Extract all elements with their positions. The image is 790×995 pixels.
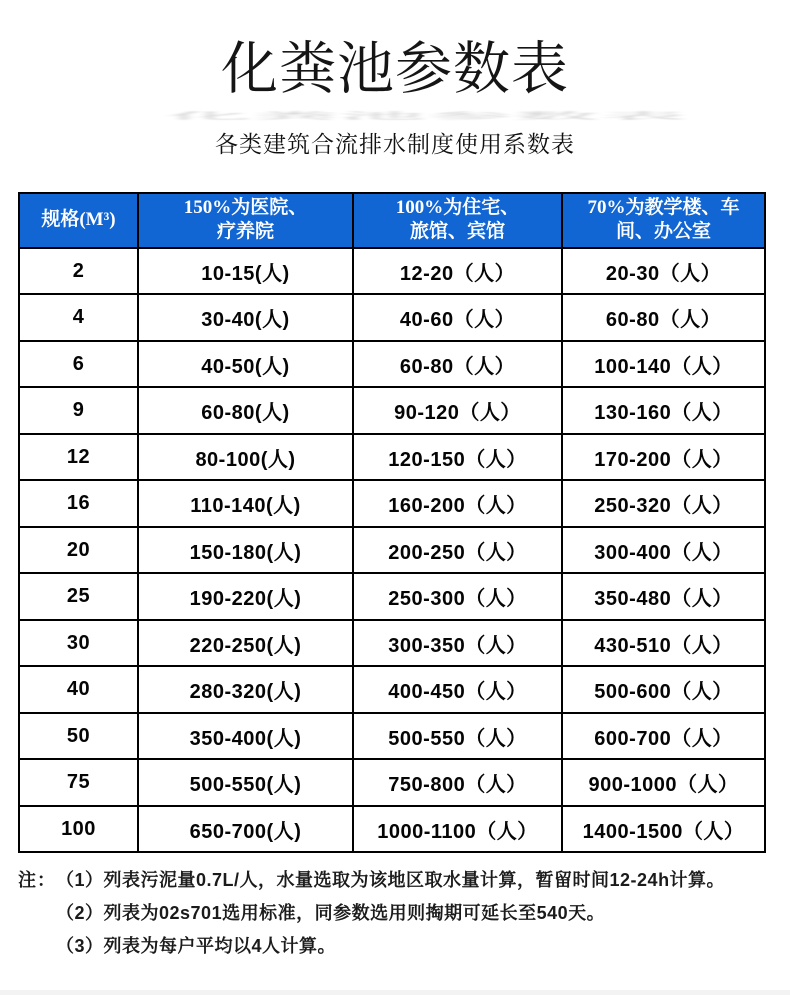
cell-70: 600-700（人） — [562, 713, 765, 760]
cell-100: 400-450（人） — [353, 666, 562, 713]
cell-70: 100-140（人） — [562, 341, 765, 388]
cell-150: 350-400(人) — [138, 713, 353, 760]
cell-150: 650-700(人) — [138, 806, 353, 853]
table-row — [19, 341, 765, 388]
cell-size: 75 — [19, 759, 138, 806]
cell-100: 1000-1100（人） — [353, 806, 562, 853]
cell-70: 170-200（人） — [562, 434, 765, 481]
notes-section — [18, 868, 790, 967]
column-header-size-label: 规格(M³) — [41, 208, 116, 230]
table-row — [19, 248, 765, 295]
cell-size: 40 — [19, 666, 138, 713]
cell-150: 40-50(人) — [138, 341, 353, 388]
cell-150: 80-100(人) — [138, 434, 353, 481]
cell-size: 12 — [19, 434, 138, 481]
cell-70: 430-510（人） — [562, 620, 765, 667]
cell-100: 750-800（人） — [353, 759, 562, 806]
cell-70: 350-480（人） — [562, 573, 765, 620]
cell-100: 40-60（人） — [353, 294, 562, 341]
cell-size: 2 — [19, 248, 138, 295]
column-header-100-residence: 100%为住宅、 旅馆、宾馆 — [353, 193, 562, 248]
cell-150: 30-40(人) — [138, 294, 353, 341]
cell-150: 280-320(人) — [138, 666, 353, 713]
page-subtitle: 各类建筑合流排水制度使用系数表 — [215, 130, 575, 157]
cell-size: 30 — [19, 620, 138, 667]
cell-150: 190-220(人) — [138, 573, 353, 620]
document-header — [0, 0, 790, 159]
cell-100: 120-150（人） — [353, 434, 562, 481]
cell-70: 500-600（人） — [562, 666, 765, 713]
cell-70: 130-160（人） — [562, 387, 765, 434]
column-header-150-hospital: 150%为医院、 疗养院 — [138, 193, 353, 248]
table-row — [19, 527, 765, 574]
note-item-2: （2）列表为02s701选用标准，同参数选用则掏期可延长至540天。 — [56, 903, 606, 924]
cell-size: 50 — [19, 713, 138, 760]
table-row — [19, 806, 765, 853]
cell-100: 250-300（人） — [353, 573, 562, 620]
column-header-70-school: 70%为教学楼、车 间、办公室 — [562, 193, 765, 248]
cell-size: 100 — [19, 806, 138, 853]
cell-size: 25 — [19, 573, 138, 620]
notes-label: 注： — [18, 870, 56, 891]
title-shadow: 化粪池参数表 — [165, 110, 688, 121]
septic-tank-parameter-table — [18, 192, 766, 854]
cell-100: 60-80（人） — [353, 341, 562, 388]
cell-70: 1400-1500（人） — [562, 806, 765, 853]
cell-100: 90-120（人） — [353, 387, 562, 434]
cell-150: 220-250(人) — [138, 620, 353, 667]
cell-150: 10-15(人) — [138, 248, 353, 295]
cell-size: 4 — [19, 294, 138, 341]
table-row — [19, 573, 765, 620]
table-row — [19, 294, 765, 341]
table-row — [19, 434, 765, 481]
cell-150: 500-550(人) — [138, 759, 353, 806]
cell-size: 16 — [19, 480, 138, 527]
cell-150: 110-140(人) — [138, 480, 353, 527]
bottom-edge-strip — [0, 990, 790, 995]
notes-list — [56, 868, 790, 967]
note-item-3: （3）列表为每户平均以4人计算。 — [56, 936, 337, 957]
cell-70: 60-80（人） — [562, 294, 765, 341]
cell-size: 20 — [19, 527, 138, 574]
table-row — [19, 480, 765, 527]
cell-100: 200-250（人） — [353, 527, 562, 574]
table-row — [19, 666, 765, 713]
cell-size: 6 — [19, 341, 138, 388]
cell-150: 60-80(人) — [138, 387, 353, 434]
cell-150: 150-180(人) — [138, 527, 353, 574]
table-row — [19, 620, 765, 667]
cell-70: 900-1000（人） — [562, 759, 765, 806]
cell-70: 300-400（人） — [562, 527, 765, 574]
cell-100: 500-550（人） — [353, 713, 562, 760]
cell-70: 250-320（人） — [562, 480, 765, 527]
page-title: 化粪池参数表 — [221, 37, 569, 101]
cell-100: 12-20（人） — [353, 248, 562, 295]
note-item-1: （1）列表污泥量0.7L/人，水量选取为该地区取水量计算，暂留时间12-24h计算。 — [56, 870, 726, 891]
table-row — [19, 713, 765, 760]
table-header-row — [19, 193, 765, 248]
cell-100: 300-350（人） — [353, 620, 562, 667]
cell-size: 9 — [19, 387, 138, 434]
cell-70: 20-30（人） — [562, 248, 765, 295]
cell-100: 160-200（人） — [353, 480, 562, 527]
table-row — [19, 759, 765, 806]
table-row — [19, 387, 765, 434]
column-header-size — [19, 193, 138, 248]
